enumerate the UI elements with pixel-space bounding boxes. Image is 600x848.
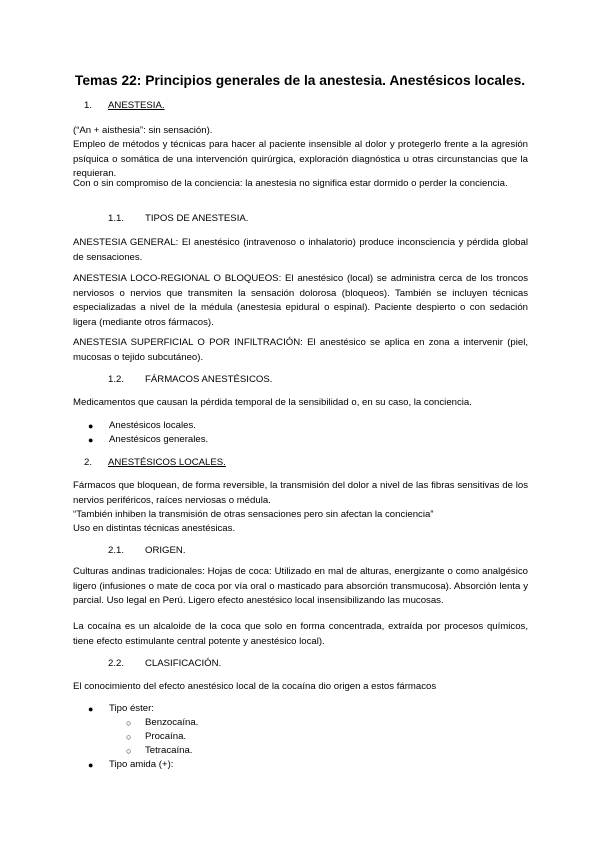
paragraph-etymology: (“An + aisthesia”: sin sensación). xyxy=(73,125,213,136)
bullet-icon: ● xyxy=(88,704,94,714)
paragraph-local-quote: “También inhiben la transmisión de otras sensaciones pero sin afectan la conciencia” xyxy=(73,509,434,520)
section-number: 2. xyxy=(84,457,93,468)
bullet-icon: ● xyxy=(88,760,94,770)
subsection-number: 1.1. xyxy=(108,213,125,224)
list-item-label: Anestésicos locales. xyxy=(109,420,196,431)
paragraph-drugs-intro: Medicamentos que causan la pérdida temporal de la sensibilidad o, en su caso, la conciencia. xyxy=(73,397,472,408)
section-label: ANESTÉSICOS LOCALES. xyxy=(108,457,226,468)
list-item-label: Tetracaína. xyxy=(145,745,193,756)
list-item-label: Anestésicos generales. xyxy=(109,434,209,445)
paragraph-consciousness: Con o sin compromiso de la conciencia: la anestesia no significa estar dormido o perder la conciencia. xyxy=(73,178,508,189)
subsection-number: 2.1. xyxy=(108,545,125,556)
subsection-label: CLASIFICACIÓN. xyxy=(145,658,222,669)
list-item-label: Tipo éster: xyxy=(109,703,154,714)
circle-bullet-icon: ○ xyxy=(126,718,132,728)
section-label: ANESTESIA. xyxy=(108,100,165,111)
bullet-icon: ● xyxy=(88,435,94,445)
document-title: Temas 22: Principios generales de la anestesia. Anestésicos locales. xyxy=(74,73,526,88)
subsection-number: 2.2. xyxy=(108,658,125,669)
circle-bullet-icon: ○ xyxy=(126,732,132,742)
paragraph-classification-intro: El conocimiento del efecto anestésico local de la cocaína dio origen a estos fármacos xyxy=(73,681,437,692)
bullet-icon: ● xyxy=(88,421,94,431)
paragraph-regional-anesthesia: ANESTESIA LOCO-REGIONAL O BLOQUEOS: El anestésico (local) se administra cerca de los troncos nerviosos o nervios que transmiten la sensación dolorosa (bloqueos). También se incluyen técnicas especializadas a nivel de la médula (anestesia epidural o espinal). Paciente despierto o con sedación ligera (mediante otros fármacos). xyxy=(73,273,528,328)
subsection-label: FÁRMACOS ANESTÉSICOS. xyxy=(145,374,273,385)
paragraph-origin-2: La cocaína es un alcaloide de la coca que solo en forma concentrada, extraída por procesos químicos, tiene efecto estimulante central potente y anestésico local). xyxy=(73,621,528,647)
paragraph-local-use: Uso en distintas técnicas anestésicas. xyxy=(73,523,236,534)
circle-bullet-icon: ○ xyxy=(126,746,132,756)
section-number: 1. xyxy=(84,100,93,111)
subsection-label: TIPOS DE ANESTESIA. xyxy=(145,213,249,224)
list-item-label: Procaína. xyxy=(145,731,187,742)
list-item-label: Benzocaína. xyxy=(145,717,199,728)
paragraph-superficial-anesthesia: ANESTESIA SUPERFICIAL O POR INFILTRACIÓN: El anestésico se aplica en zona a intervenir (piel, mucosas o tejido subcutáneo). xyxy=(73,337,528,363)
list-item-label: Tipo amida (+): xyxy=(109,759,174,770)
paragraph-general-anesthesia: ANESTESIA GENERAL: El anestésico (intravenoso o inhalatorio) produce inconsciencia y pérdida global de sensaciones. xyxy=(73,237,528,263)
subsection-label: ORIGEN. xyxy=(145,545,186,556)
paragraph-local-definition: Fármacos que bloquean, de forma reversible, la transmisión del dolor a nivel de las fibras sensitivas de los nervios periféricos, raíces nerviosas o médula. xyxy=(73,480,528,506)
subsection-number: 1.2. xyxy=(108,374,125,385)
paragraph-origin-1: Culturas andinas tradicionales: Hojas de coca: Utilizado en mal de alturas, energizante o como analgésico ligero (infusiones o mate de coca por vía oral o masticado para absorción transmucosa). Absorción lenta y parcial. Uso legal en Perú. Ligero efecto anestésico local insensibilizando las mucosas. xyxy=(73,566,528,607)
paragraph-definition: Empleo de métodos y técnicas para hacer al paciente insensible al dolor y protegerlo frente a la agresión psíquica o somática de una intervención quirúrgica, exploración diagnóstica u otras circunstancias que la requieran. xyxy=(73,139,528,180)
